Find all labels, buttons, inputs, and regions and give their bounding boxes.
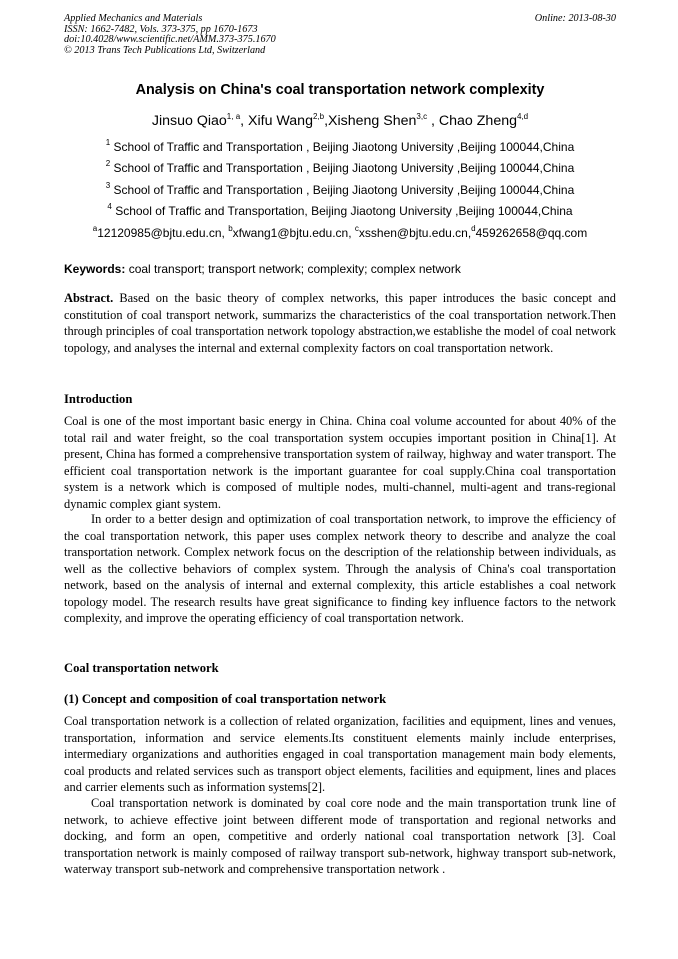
keywords: [64, 262, 616, 276]
email-sup: d: [471, 224, 476, 233]
affiliation: [64, 183, 616, 197]
subsection-heading-concept: (1) Concept and composition of coal transportation network: [64, 692, 387, 706]
abstract: [64, 290, 616, 356]
section2-paragraph-1: Coal transportation network is a collection of related organization, facilities and equipment, lines and venues, transportation, information and service elements.Its constituent elements mainly include enterprises, intermediary organizations and authorities engaged in coal transportation management main body elements, coal products and related services such as transport object elements, facilities and equipment, lines and places and carrier elements such as information systems[2].: [64, 714, 616, 794]
journal-name: Applied Mechanics and Materials: [64, 13, 203, 24]
abstract-label: Abstract.: [64, 291, 114, 305]
email: xsshen@bjtu.edu.cn,: [358, 226, 472, 240]
copyright-line: © 2013 Trans Tech Publications Ltd, Switzerland: [64, 44, 266, 56]
email: 12120985@bjtu.edu.cn,: [97, 226, 229, 240]
online-date: Online: 2013-08-30: [534, 13, 616, 24]
email: xfwang1@bjtu.edu.cn,: [232, 226, 355, 240]
affiliation-num: 1: [105, 138, 111, 147]
affiliation-text: School of Traffic and Transportation , Beijing Jiaotong University ,Beijing 100044,China: [113, 183, 575, 197]
author-sup: 1, a: [226, 112, 241, 121]
author-name: Xisheng Shen: [328, 113, 417, 129]
section-heading-coal-network: Coal transportation network: [64, 661, 219, 675]
author-sup: 2,b: [312, 112, 325, 121]
issn-line: ISSN: 1662-7482, Vols. 373-375, pp 1670-1673: [64, 23, 258, 35]
affiliation-num: 2: [105, 159, 111, 168]
affiliation: [64, 204, 616, 218]
email-sup: c: [354, 224, 359, 233]
author-sep: ,: [324, 113, 329, 129]
keywords-label: Keywords:: [64, 262, 126, 276]
abstract-text: Based on the basic theory of complex networks, this paper introduces the basic concept and constitution of coal transport network, summarizs the characteristics of the coal transportation network.Then through principles of coal transportation network topology abstraction,we establishe the model of coal network topology, and analyses the internal and external complexity factors on coal transportation network.: [64, 291, 616, 355]
email: 459262658@qq.com: [475, 226, 588, 240]
doi-line: doi:10.4028/www.scientific.net/AMM.373-375.1670: [64, 34, 276, 45]
affiliation-num: 3: [105, 181, 111, 190]
affiliation: [64, 161, 616, 175]
affiliation-text: School of Traffic and Transportation, Beijing Jiaotong University ,Beijing 100044,China: [115, 204, 573, 218]
intro-paragraph-1: Coal is one of the most important basic energy in China. China coal volume accounted for about 40% of the total rail and water freight, so the coal transportation system occupies important position in China[1]. At present, China has formed a comprehensive transportation system of railway, highway and water transport. The efficient coal transportation network is the important guarantee for coal supply.China coal transportation system is a network which is composed of multiple nodes, multi-channel, multi-agent and trans-regional dynamic complex giant system.: [64, 414, 616, 511]
affiliation-num: 4: [107, 202, 112, 211]
author-emails: [64, 226, 616, 240]
section2-paragraph-2: Coal transportation network is dominated by coal core node and the main transportation trunk line of network, to achieve effective joint between different mode of transportation and regional networks and docking, and form an open, competitive and orderly national coal transportation network [3]. Coal transportation network is mainly composed of railway transport sub-network, highway transport sub-network, waterway transport sub-network and comprehensive transportation network .: [64, 796, 616, 876]
email-sup: b: [228, 224, 233, 233]
section-heading-introduction: Introduction: [64, 392, 133, 406]
paper-title: Analysis on China's coal transportation network complexity: [135, 82, 545, 98]
affiliation-text: School of Traffic and Transportation , Beijing Jiaotong University ,Beijing 100044,China: [113, 140, 575, 154]
author-sep: ,: [427, 113, 439, 129]
author-name: Xifu Wang: [248, 113, 313, 129]
intro-paragraph-2: In order to a better design and optimization of coal transportation network, to improve the efficiency of the coal transportation network, this paper uses complex network theory to describe and analyze the coal transportation network. Complex network focus on the description of the relationship between individuals, as well as the collective behaviors of complex system. Through the analysis of China's coal transportation network, based on the analysis of internal and external complexity, this article establishes a coal network topology model. The research results have great significance to finding key influence factors to the network complexity, and improve the operating efficiency of coal transportation network.: [64, 512, 616, 625]
author-sup: 3,c: [416, 112, 428, 121]
author-name: Chao Zheng: [438, 113, 517, 129]
author-list: [64, 113, 616, 129]
email-sup: a: [92, 224, 98, 233]
affiliation: [64, 140, 616, 154]
keywords-text: coal transport; transport network; complexity; complex network: [128, 262, 461, 276]
affiliation-text: School of Traffic and Transportation , Beijing Jiaotong University ,Beijing 100044,China: [113, 161, 575, 175]
author-name: Jinsuo Qiao: [151, 113, 227, 129]
author-sep: ,: [240, 113, 249, 129]
author-sup: 4,d: [517, 112, 529, 121]
journal-header: [64, 14, 616, 56]
